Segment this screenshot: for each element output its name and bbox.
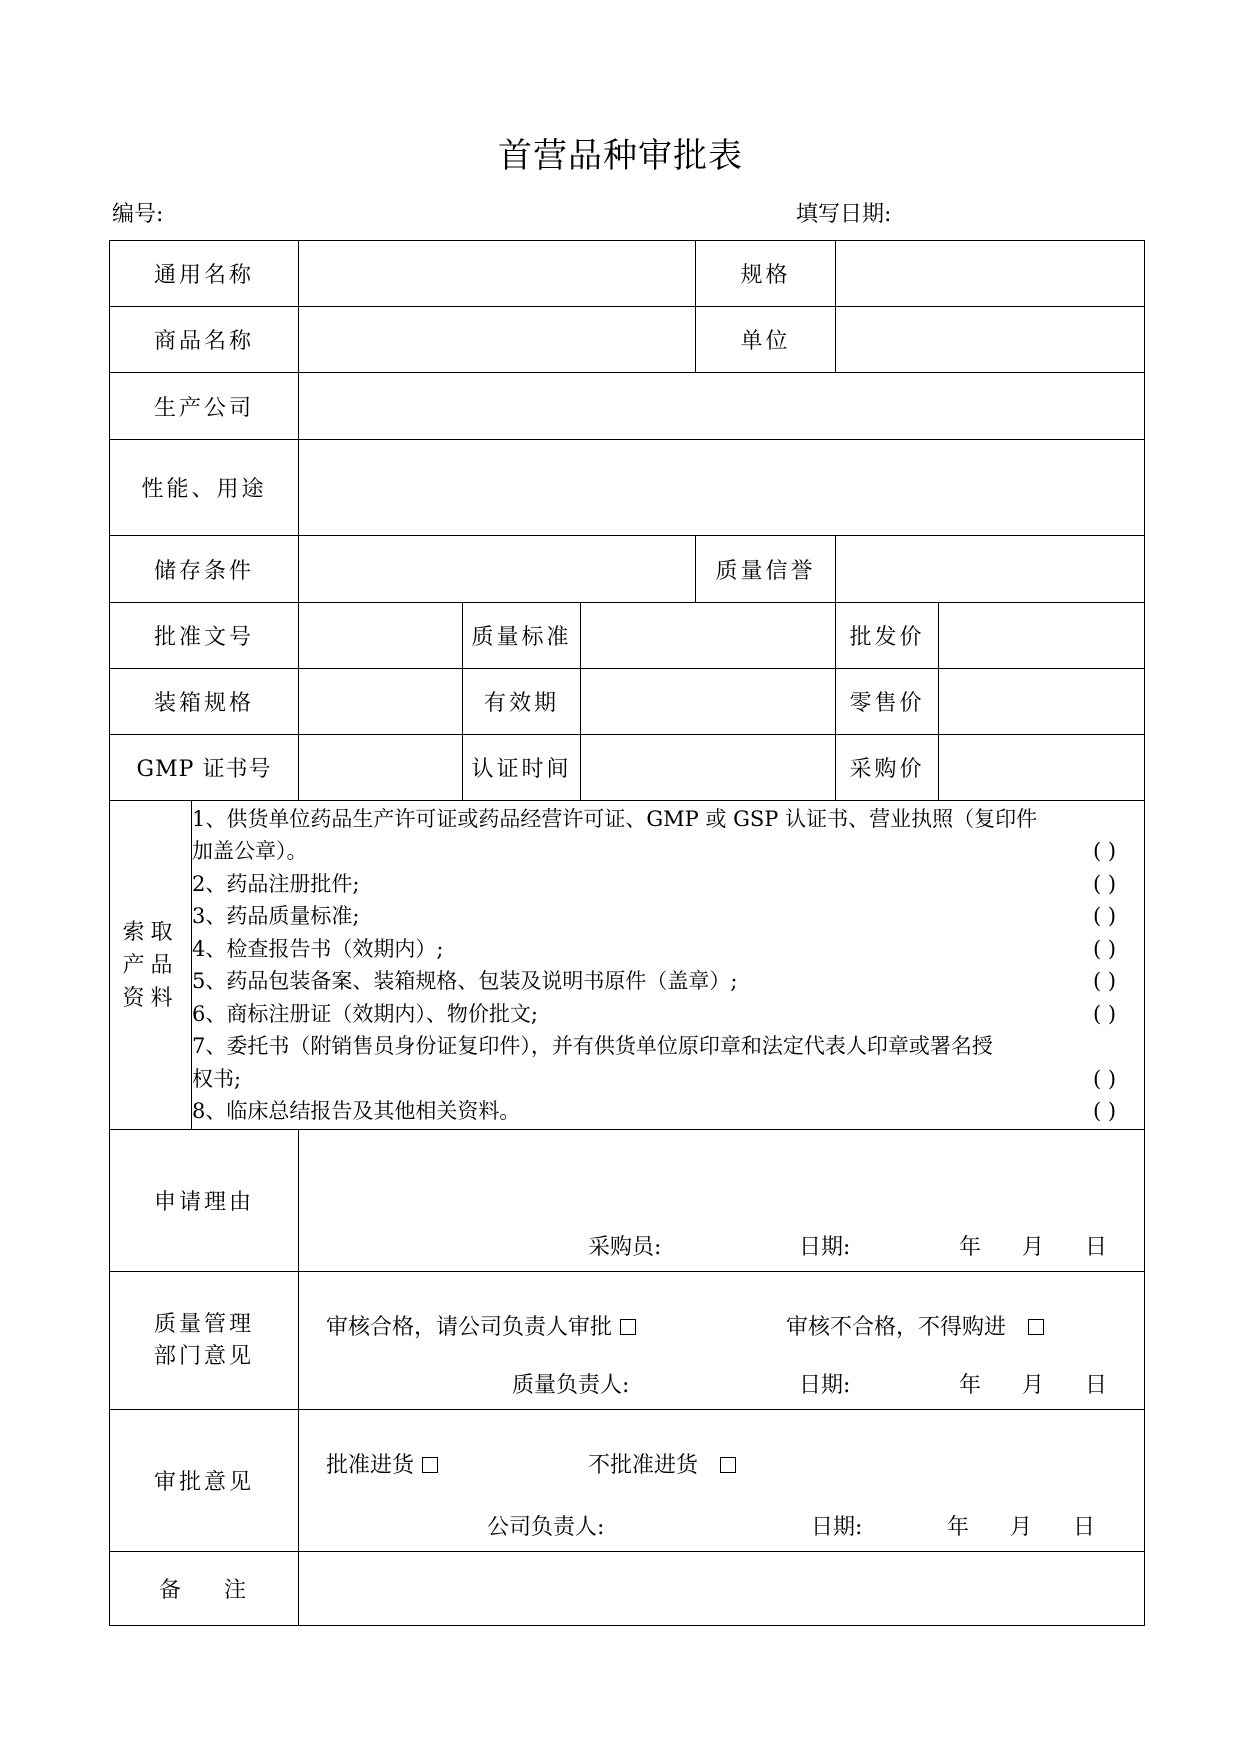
packing-spec-label: 装箱规格 [110,669,299,735]
doc-check[interactable]: ( ) [1092,1001,1117,1026]
approve-label: 批准进货 [326,1453,415,1478]
doc-line [192,965,1144,998]
doc-line-text: 8、临床总结报告及其他相关资料。 [192,1099,521,1123]
manufacturer-label: 生产公司 [110,373,299,440]
quality-dept-label [110,1272,299,1410]
purchaser-label: 采购员: [588,1235,662,1260]
spec-label: 规格 [696,241,836,307]
approve-checkbox[interactable] [422,1457,438,1473]
approval-form-table [109,240,1145,1626]
usage-field[interactable] [299,440,1145,536]
quality-fail-checkbox[interactable] [1028,1319,1044,1335]
retail-price-label: 零售价 [836,669,939,735]
reject-option[interactable] [588,1448,736,1479]
spec-field[interactable] [836,241,1145,307]
doc-line-text: 7、委托书（附销售员身份证复印件），并有供货单位原印章和法定代表人印章或署名授 [192,1034,993,1058]
company-head-label: 公司负责人: [487,1515,605,1540]
date-label: 日期: [811,1515,863,1540]
trade-name-label: 商品名称 [110,307,299,373]
docs-label-line: 资料 [122,985,179,1011]
storage-label: 储存条件 [110,536,299,603]
quality-reputation-label: 质量信誉 [696,536,836,603]
wholesale-price-field[interactable] [939,603,1145,669]
form-title: 首营品种审批表 [498,136,743,176]
doc-line [192,1095,1144,1128]
quality-fail-label: 审核不合格，不得购进 [786,1315,1007,1340]
docs-label [110,801,192,1130]
unit-label: 单位 [696,307,836,373]
doc-line-text: 1、供货单位药品生产许可证或药品经营许可证、GMP 或 GSP 认证书、营业执照（复印件 [192,806,1038,831]
year-label: 年 [959,1235,982,1260]
quality-pass-option[interactable] [326,1310,636,1341]
doc-check[interactable]: ( ) [1092,969,1117,993]
approval-opinion-label: 审批意见 [110,1410,299,1552]
docs-list [192,801,1145,1130]
doc-line [192,900,1144,933]
doc-line-text: 4、检查报告书（效期内）; [192,936,444,961]
doc-check[interactable]: ( ) [1092,936,1117,961]
docs-label-line: 索取 [122,919,179,945]
quality-standard-field[interactable] [581,603,836,669]
doc-check[interactable]: ( ) [1092,871,1117,896]
quality-dept-label-line: 质量管理 [154,1311,255,1337]
quality-pass-label: 审核合格，请公司负责人审批 [326,1315,613,1340]
year-label: 年 [947,1515,970,1540]
validity-label: 有效期 [463,669,581,735]
day-label: 日 [1085,1373,1108,1398]
cert-time-field[interactable] [581,735,836,801]
remarks-label: 备 注 [110,1552,299,1626]
approve-option[interactable] [326,1448,438,1479]
year-label: 年 [959,1373,982,1398]
doc-line [192,868,1144,901]
generic-name-field[interactable] [299,241,696,307]
validity-field[interactable] [581,669,836,735]
doc-line-text: 3、药品质量标准; [192,904,360,928]
doc-line [192,1063,1144,1096]
wholesale-price-label: 批发价 [836,603,939,669]
doc-check[interactable]: ( ) [1092,839,1117,863]
doc-line-text: 加盖公章）。 [192,839,308,863]
date-label: 日期: [799,1235,851,1260]
unit-field[interactable] [836,307,1145,373]
generic-name-label: 通用名称 [110,241,299,307]
quality-dept-opinion [299,1272,1145,1410]
doc-line [192,803,1144,836]
day-label: 日 [1073,1515,1096,1540]
quality-dept-label-line: 部门意见 [154,1343,255,1369]
doc-line [192,835,1144,868]
serial-number-label: 编号: [112,202,164,227]
remarks-field[interactable] [299,1552,1145,1626]
doc-line-text: 6、商标注册证（效期内）、物价批文; [192,1001,538,1026]
doc-line [192,933,1144,966]
purchase-price-label: 采购价 [836,735,939,801]
usage-label: 性能、用途 [110,440,299,536]
storage-field[interactable] [299,536,696,603]
manufacturer-field[interactable] [299,373,1145,440]
doc-line [192,1030,1144,1063]
quality-reputation-field[interactable] [836,536,1145,603]
gmp-cert-no-field[interactable] [299,735,463,801]
approval-no-label: 批准文号 [110,603,299,669]
doc-check[interactable]: ( ) [1092,1066,1117,1091]
month-label: 月 [1022,1235,1045,1260]
application-reason-field[interactable] [299,1130,1145,1272]
application-reason-label: 申请理由 [110,1130,299,1272]
fill-date-label: 填写日期: [796,202,892,227]
day-label: 日 [1085,1235,1108,1260]
reject-label: 不批准进货 [588,1453,699,1478]
approval-no-field[interactable] [299,603,463,669]
doc-line [192,998,1144,1031]
gmp-cert-no-label: GMP 证书号 [110,735,299,801]
doc-line-text: 2、药品注册批件; [192,871,360,896]
date-label: 日期: [799,1373,851,1398]
trade-name-field[interactable] [299,307,696,373]
reject-checkbox[interactable] [720,1457,736,1473]
month-label: 月 [1010,1515,1033,1540]
approval-opinion [299,1410,1145,1552]
doc-line-text: 5、药品包装备案、装箱规格、包装及说明书原件（盖章）; [192,969,738,993]
doc-line-text: 权书; [192,1066,242,1091]
quality-standard-label: 质量标准 [463,603,581,669]
docs-label-line: 产品 [122,952,179,978]
month-label: 月 [1022,1373,1045,1398]
cert-time-label: 认证时间 [463,735,581,801]
doc-check[interactable]: ( ) [1092,1099,1117,1123]
purchase-price-field[interactable] [939,735,1145,801]
quality-manager-label: 质量负责人: [512,1373,630,1398]
doc-check[interactable]: ( ) [1092,904,1117,928]
quality-fail-option[interactable] [786,1310,1044,1341]
retail-price-field[interactable] [939,669,1145,735]
quality-pass-checkbox[interactable] [620,1319,636,1335]
packing-spec-field[interactable] [299,669,463,735]
